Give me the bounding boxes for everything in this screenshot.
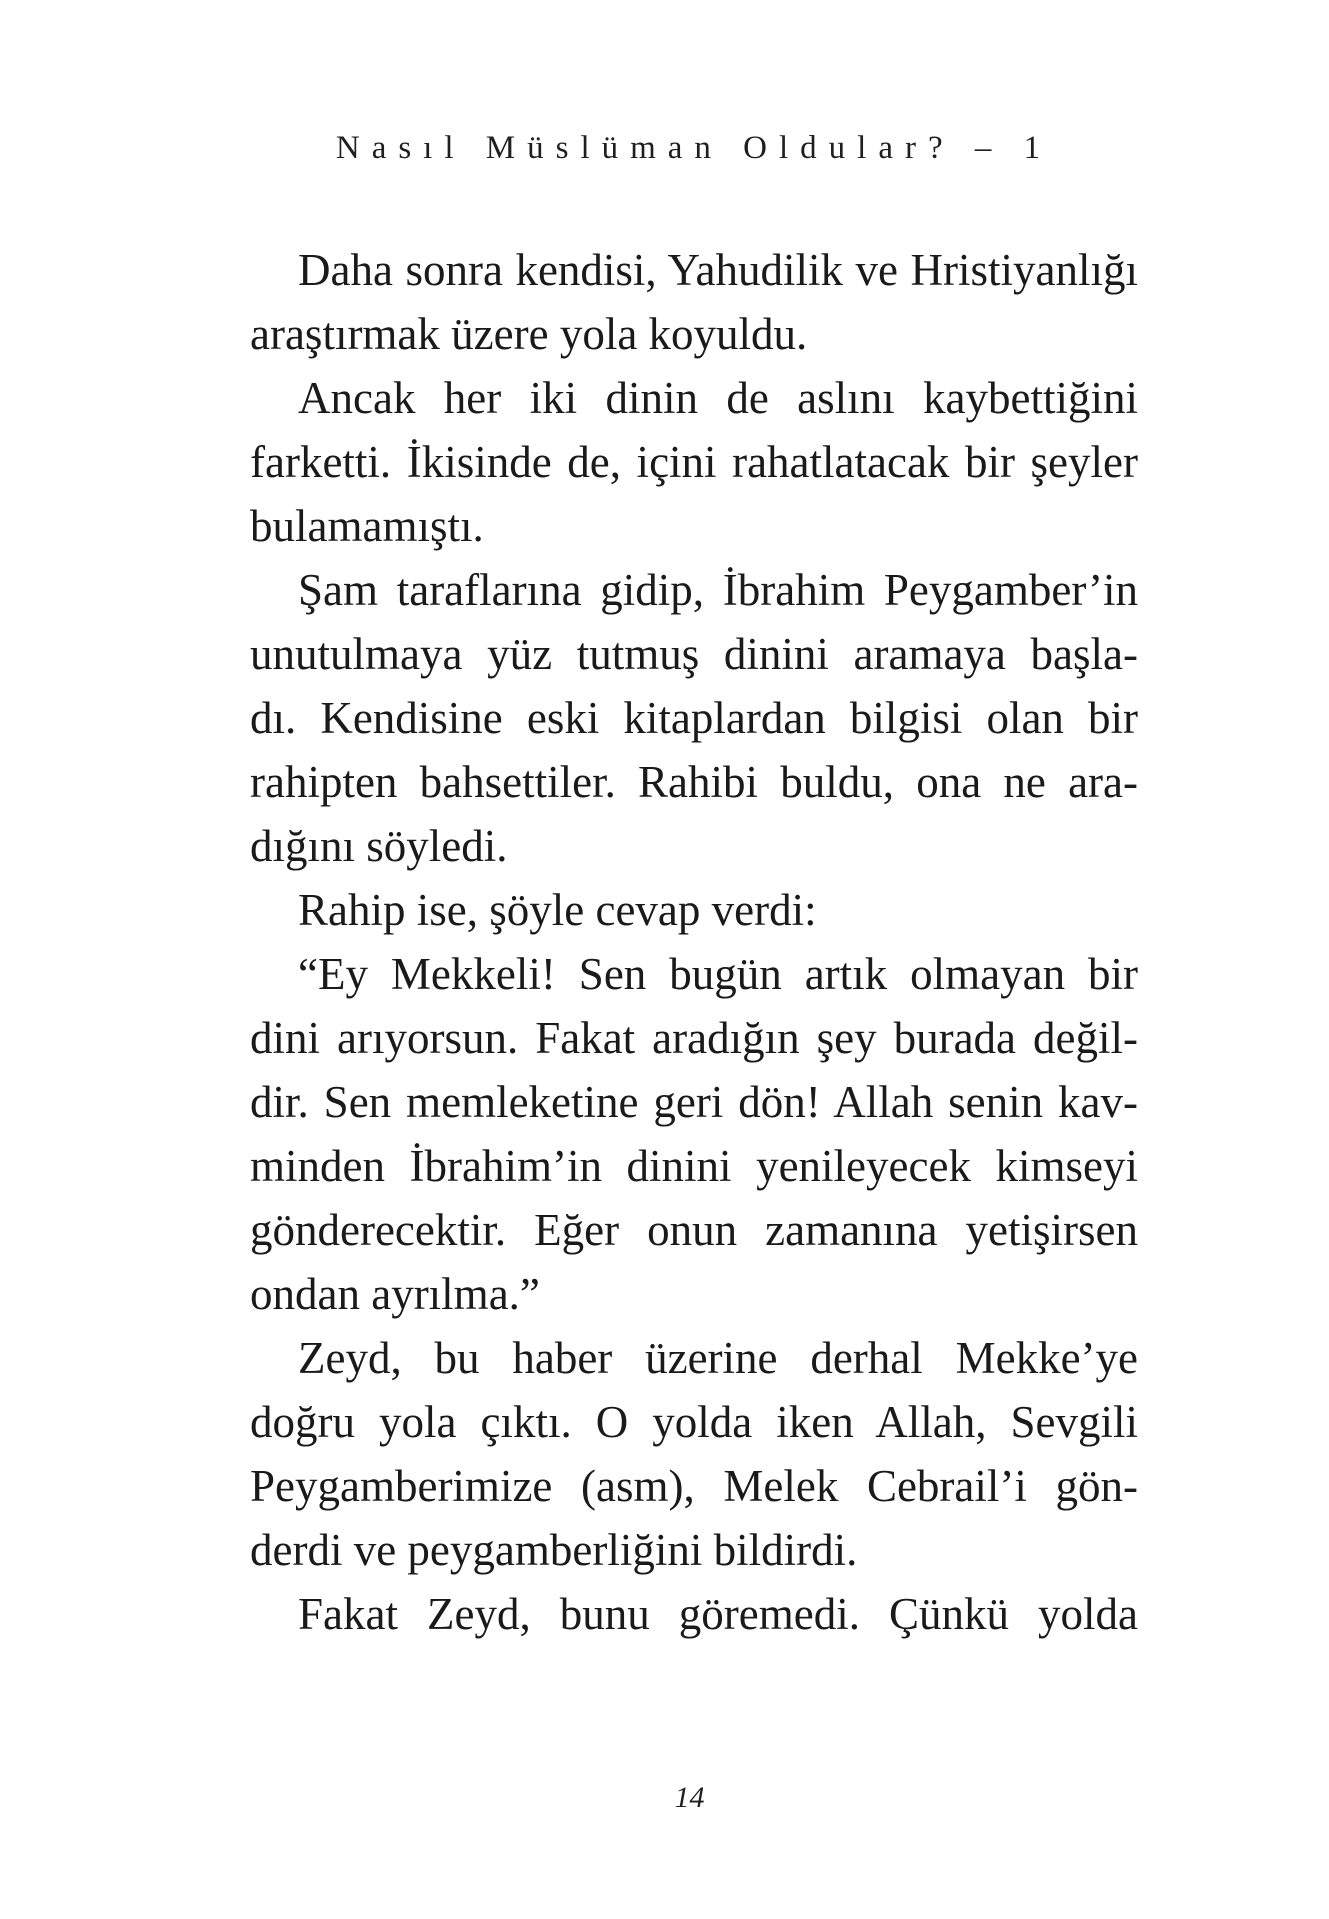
running-header-title: Nasıl Müslüman Oldular? – 1 [335,130,1053,166]
text-line: Peygamberimize (asm), Melek Cebrail’i gön- [250,1461,1138,1511]
text-line: doğru yola çıktı. O yolda iken Allah, Sevgili [250,1397,1138,1447]
page-number: 14 [674,1781,705,1814]
text-line: Rahip ise, şöyle cevap verdi: [298,885,817,935]
body-text [250,238,1138,1646]
text-line: dir. Sen memleketine geri dön! Allah senin kav- [250,1077,1138,1127]
text-line: unutulmaya yüz tutmuş dinini aramaya başla- [250,629,1138,679]
text-line: dini arıyorsun. Fakat aradığın şey burada değil- [250,1013,1138,1063]
text-line: dı. Kendisine eski kitaplardan bilgisi olan bir [250,693,1138,743]
text-line: Şam taraflarına gidip, İbrahim Peygamber’in [298,565,1138,615]
text-line: farketti. İkisinde de, içini rahatlatacak bir şeyler [250,437,1138,487]
text-line: araştırmak üzere yola koyuldu. [250,309,808,359]
text-line: bulamamıştı. [250,501,484,551]
text-line: derdi ve peygamberliğini bildirdi. [250,1525,858,1575]
text-line: Fakat Zeyd, bunu göremedi. Çünkü yolda [298,1589,1138,1639]
text-line: gönderecektir. Eğer onun zamanına yetişirsen [250,1205,1138,1255]
text-line: rahipten bahsettiler. Rahibi buldu, ona ne ara- [250,757,1138,807]
text-line: “Ey Mekkeli! Sen bugün artık olmayan bir [298,949,1138,999]
text-line: Ancak her iki dinin de aslını kaybettiğini [298,373,1138,423]
text-line: minden İbrahim’in dinini yenileyecek kimseyi [250,1141,1138,1191]
text-line: Daha sonra kendisi, Yahudilik ve Hristiyanlığı [298,245,1138,295]
text-line: dığını söyledi. [250,821,508,871]
text-line: ondan ayrılma.” [250,1269,540,1319]
text-line: Zeyd, bu haber üzerine derhal Mekke’ye [298,1333,1138,1383]
